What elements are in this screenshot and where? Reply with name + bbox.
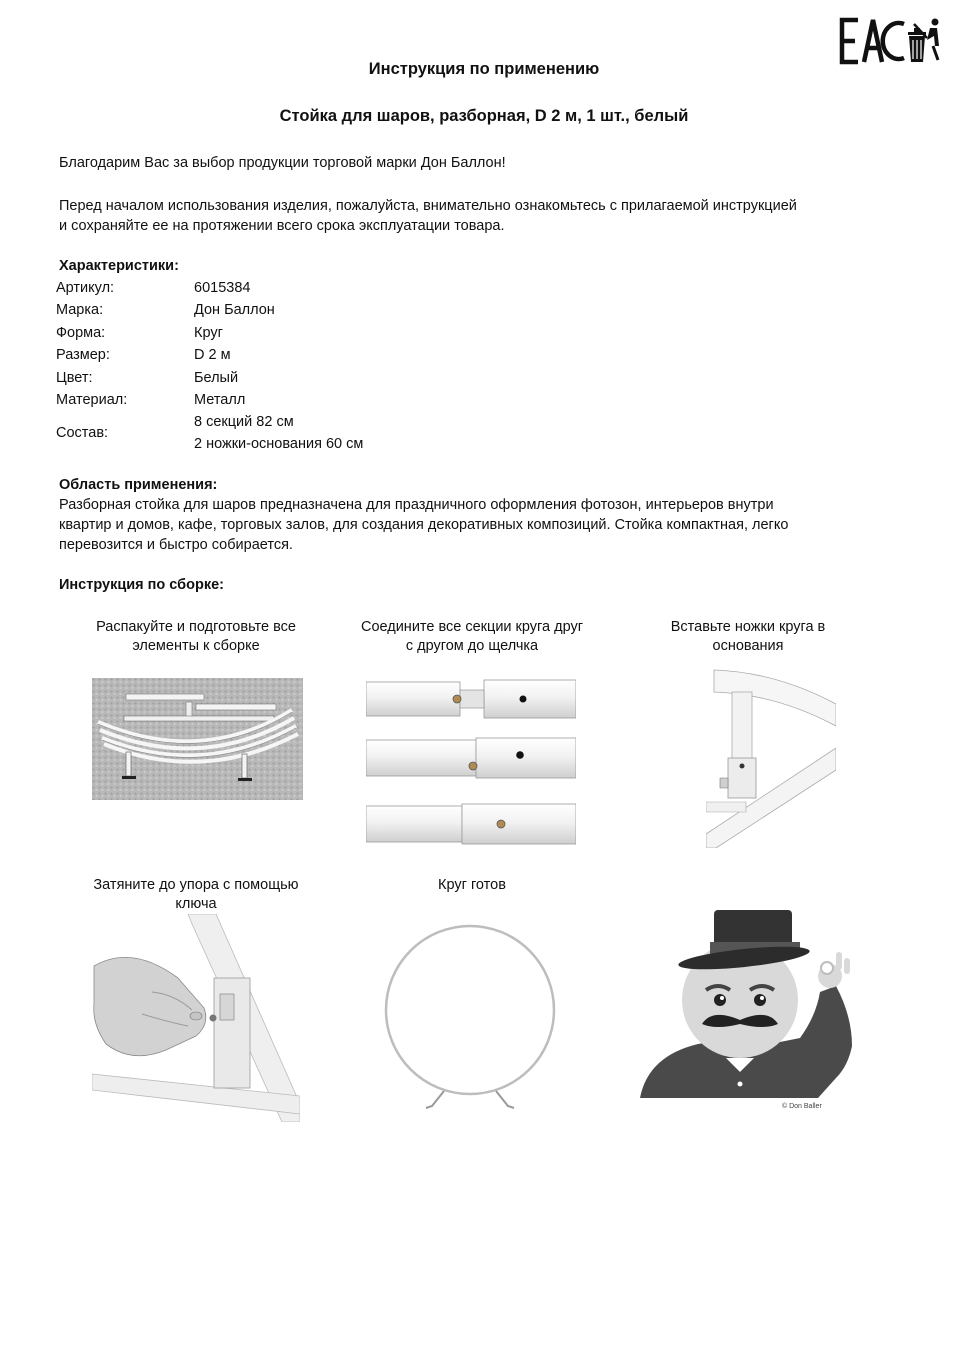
assembled-circle-illustration: [380, 920, 560, 1114]
usage-line: Разборная стойка для шаров предназначена для праздничного оформления фотозон, интерьеров внутри: [59, 497, 774, 513]
caption-line: элементы к сборке: [132, 638, 260, 654]
caption-line: ключа: [175, 896, 217, 912]
page-title: Инструкция по применению: [368, 60, 600, 78]
specs-heading: Характеристики:: [59, 258, 179, 274]
spec-value: 6015384: [194, 280, 251, 296]
spec-label: Марка:: [56, 302, 104, 318]
eac-logo: [838, 16, 942, 66]
intro-read-line: Перед началом использования изделия, пожалуйста, внимательно ознакомьтесь с прилагаемой инструкцией: [59, 198, 797, 214]
caption-line: Соедините все секции круга друг: [360, 619, 584, 635]
spec-value: Металл: [194, 392, 246, 408]
product-title: Стойка для шаров, разборная, D 2 м, 1 шт., белый: [279, 107, 689, 125]
intro-thanks: Благодарим Вас за выбор продукции торговой марки Дон Баллон!: [59, 155, 506, 171]
caption-line: с другом до щелчка: [405, 638, 539, 654]
caption-line: основания: [712, 638, 784, 654]
spec-value: 2 ножки-основания 60 см: [194, 436, 364, 452]
step-2-caption: [342, 618, 602, 656]
spec-label: Состав:: [56, 425, 109, 441]
step-1-photo: [92, 678, 303, 800]
caption-line: Затяните до упора с помощью: [93, 877, 299, 893]
spec-label: Материал:: [56, 392, 128, 408]
spec-value: Круг: [194, 325, 223, 341]
mascot-illustration: [640, 906, 858, 1112]
usage-line: квартир и домов, кафе, торговых залов, для создания декоративных композиций. Стойка компактная, легко: [59, 517, 789, 533]
step-4-caption: [66, 876, 326, 914]
spec-value: D 2 м: [194, 347, 231, 363]
mascot-credit: © Don Baller: [782, 1103, 822, 1110]
caption-line: Вставьте ножки круга в: [670, 619, 826, 635]
spec-value: Белый: [194, 370, 239, 386]
usage-line: перевозится и быстро собирается.: [59, 537, 293, 553]
spec-value: 8 секций 82 см: [194, 414, 294, 430]
assembly-heading: Инструкция по сборке:: [59, 577, 224, 593]
intro-read-line: и сохраняйте ее на протяжении всего срока эксплуатации товара.: [59, 218, 505, 234]
usage-heading: Область применения:: [59, 477, 218, 493]
spec-label: Размер:: [56, 347, 110, 363]
caption-line: Круг готов: [438, 877, 506, 893]
spec-label: Форма:: [56, 325, 106, 341]
spec-label: Артикул:: [56, 280, 115, 296]
step-4-photo: [92, 914, 300, 1122]
step-3-photo: [706, 662, 836, 848]
recycle-bin-icon: [908, 19, 939, 63]
spec-value: Дон Баллон: [194, 302, 275, 318]
step-1-caption: [66, 618, 326, 656]
spec-label: Цвет:: [56, 370, 93, 386]
step-3-caption: [618, 618, 878, 656]
usage-text: [59, 495, 919, 555]
step-2-photo: [366, 678, 576, 846]
step-5-caption: [342, 876, 602, 895]
caption-line: Распакуйте и подготовьте все: [96, 619, 296, 635]
intro-read: [59, 196, 919, 236]
